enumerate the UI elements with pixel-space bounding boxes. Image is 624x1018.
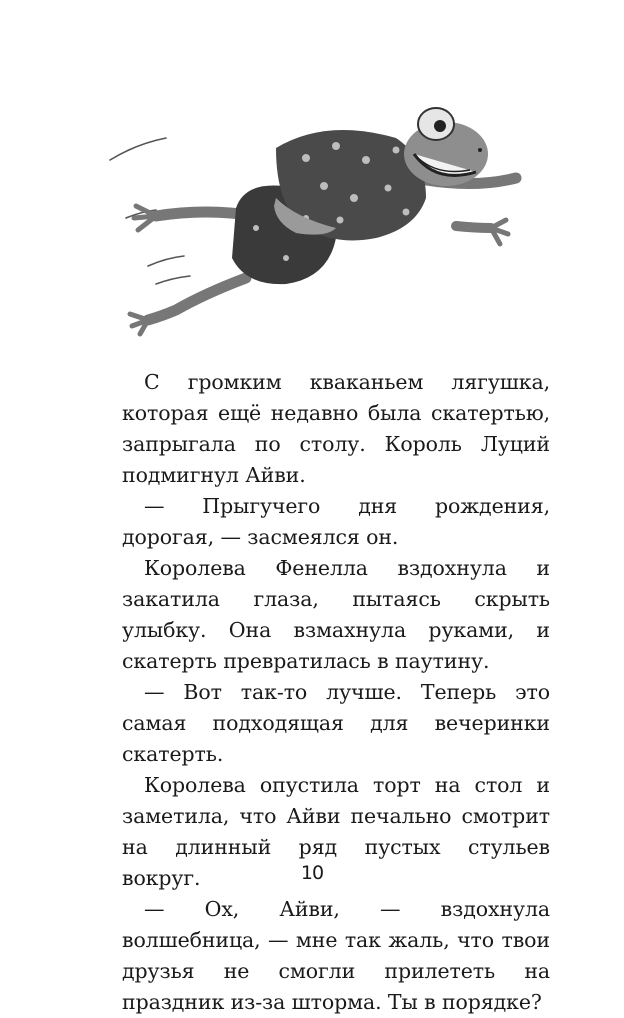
- paragraph: — Прыгучего дня рождения, дорогая, — засмеялся он.: [122, 494, 550, 549]
- frog-in-shirt-leaping-icon: [96, 88, 536, 348]
- paragraph: Королева опустила торт на стол и заметила, что Айви печально смотрит на длинный ряд пустых стульев вокруг.: [122, 773, 550, 890]
- paragraph: — Вот так-то лучше. Теперь это самая подходящая для вечеринки скатерть.: [122, 680, 550, 766]
- paragraph: — Ох, Айви, — вздохнула волшебница, — мне так жаль, что твои друзья не смогли прилететь на праздник из-за шторма. Ты в порядке?: [122, 897, 550, 1014]
- frog-illustration: [96, 88, 536, 348]
- paragraph: С громким кваканьем лягушка, которая ещё недавно была скатертью, запрыгала по столу. Король Луций подмигнул Айви.: [122, 370, 550, 487]
- book-text: [122, 367, 550, 1018]
- paragraph: Королева Фенелла вздохнула и закатила глаза, пытаясь скрыть улыбку. Она взмахнула руками, и скатерть превратилась в паутину.: [122, 556, 550, 673]
- page-number: 10: [300, 862, 324, 884]
